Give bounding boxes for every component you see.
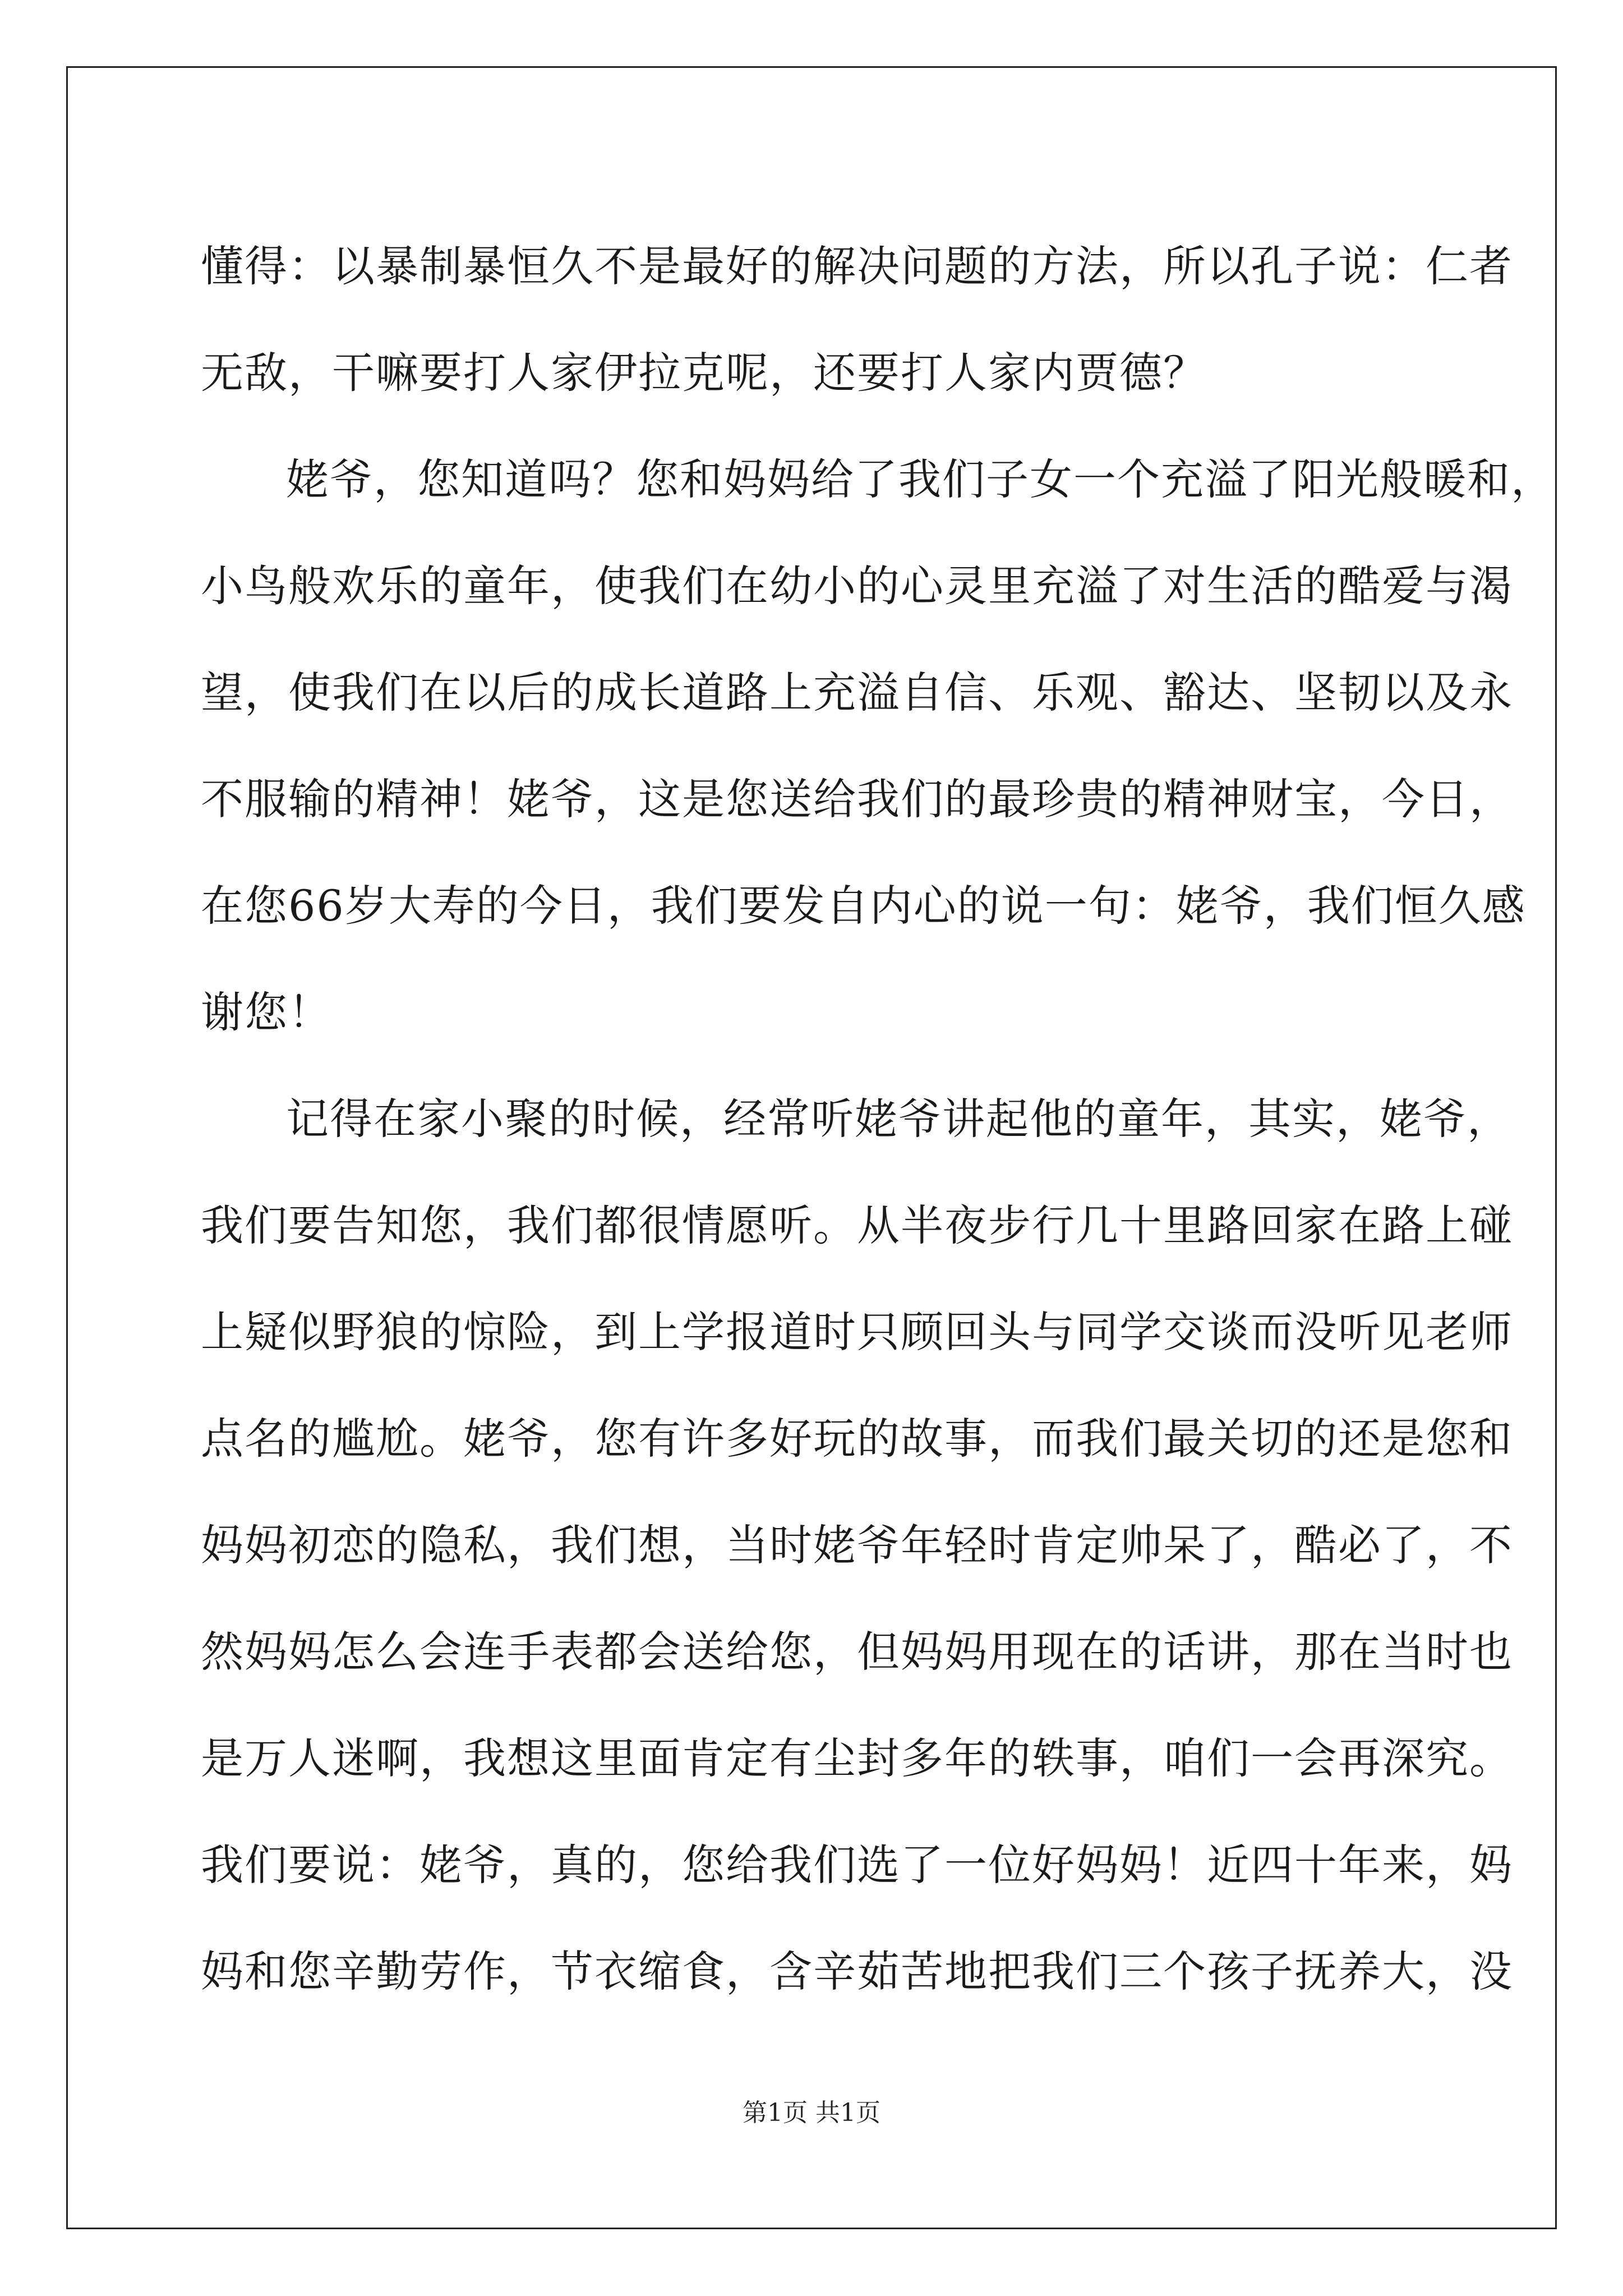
page-number-footer: 第1页 共1页	[743, 2099, 880, 2127]
text-line: 上疑似野狼的惊险，到上学报道时只顾回头与同学交谈而没听见老师	[201, 1307, 1513, 1357]
text-line: 在您66岁大寿的今日，我们要发自内心的说一句：姥爷，我们恒久感	[201, 881, 1526, 931]
text-line: 望，使我们在以后的成长道路上充溢自信、乐观、豁达、坚韧以及永	[201, 668, 1513, 717]
text-line: 谢您！	[201, 987, 332, 1037]
text-line: 无敌，干嘛要打人家伊拉克呢，还要打人家内贾德？	[201, 348, 1207, 398]
document-body	[201, 213, 1555, 2025]
paragraph-start-line: 姥爷，您知道吗？您和妈妈给了我们子女一个充溢了阳光般暖和，	[286, 454, 1555, 504]
text-line: 点名的尴尬。姥爷，您有许多好玩的故事，而我们最关切的还是您和	[201, 1414, 1513, 1464]
text-line: 懂得：以暴制暴恒久不是最好的解决问题的方法，所以孔子说：仁者	[201, 241, 1513, 291]
text-line: 是万人迷啊，我想这里面肯定有尘封多年的轶事，咱们一会再深究。	[201, 1733, 1513, 1783]
text-line: 妈和您辛勤劳作，节衣缩食，含辛茹苦地把我们三个孩子抚养大，没	[201, 1947, 1513, 1996]
text-line: 我们要告知您，我们都很情愿听。从半夜步行几十里路回家在路上碰	[201, 1200, 1513, 1250]
text-line: 妈妈初恋的隐私，我们想，当时姥爷年轻时肯定帅呆了，酷必了，不	[201, 1520, 1513, 1570]
text-line: 然妈妈怎么会连手表都会送给您，但妈妈用现在的话讲，那在当时也	[201, 1627, 1513, 1677]
text-line: 我们要说：姥爷，真的，您给我们选了一位好妈妈！近四十年来，妈	[201, 1840, 1513, 1890]
text-line: 不服输的精神！姥爷，这是您送给我们的最珍贵的精神财宝，今日，	[201, 774, 1513, 824]
paragraph-start-line: 记得在家小聚的时候，经常听姥爷讲起他的童年，其实，姥爷，	[286, 1094, 1511, 1144]
text-line: 小鸟般欢乐的童年，使我们在幼小的心灵里充溢了对生活的酷爱与渴	[201, 561, 1513, 611]
